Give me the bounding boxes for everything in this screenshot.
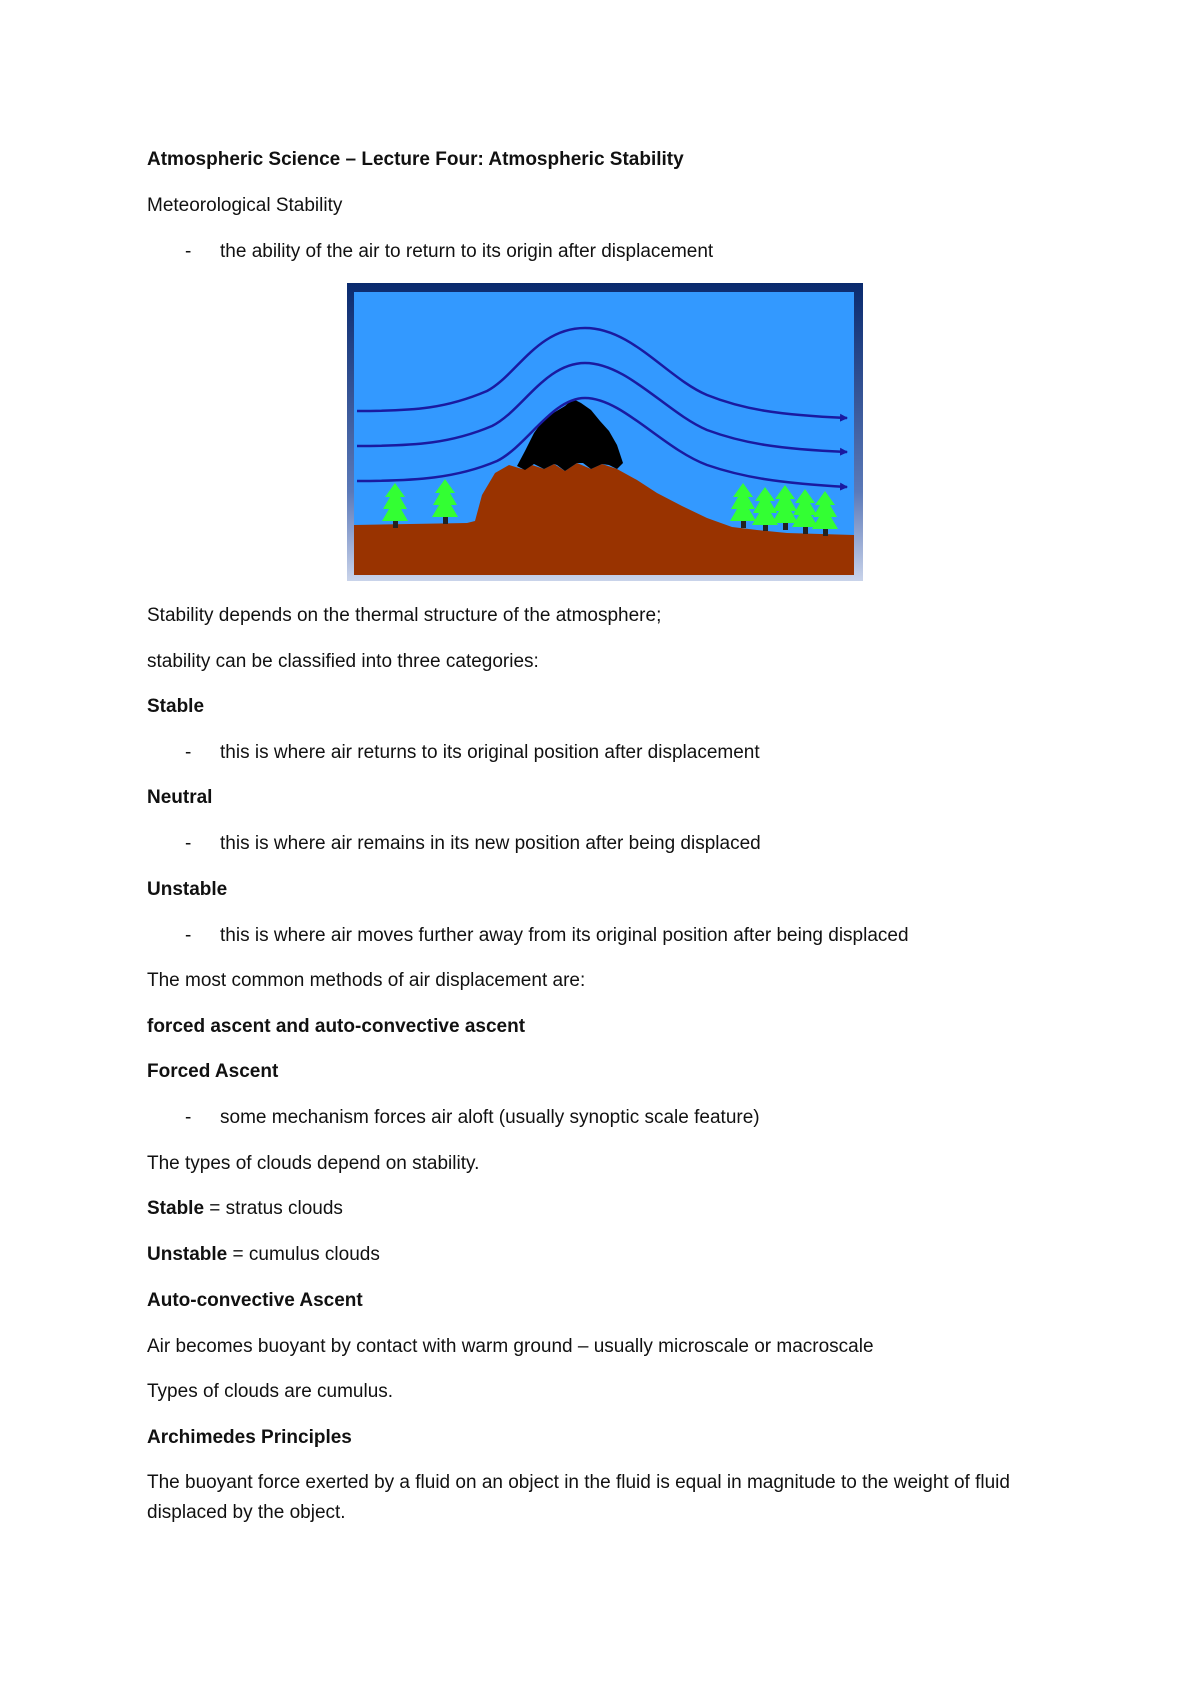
- paragraph: The buoyant force exerted by a fluid on an object in the fluid is equal in magnitude to the weight of fluid displaced by the object.: [147, 1472, 1010, 1523]
- auto-convective-heading: Auto-convective Ascent: [147, 1290, 363, 1311]
- bullet-dash: -: [185, 833, 192, 854]
- paragraph: [147, 1197, 343, 1221]
- airflow-over-mountain-diagram: [347, 283, 863, 581]
- unstable-heading: Unstable: [147, 879, 228, 900]
- bullet-text: the ability of the air to return to its origin after displacement: [220, 241, 714, 262]
- paragraph: stability can be classified into three categories:: [147, 651, 539, 672]
- neutral-heading: Neutral: [147, 787, 213, 808]
- bullet-text: this is where air moves further away from its original position after being displaced: [220, 925, 909, 946]
- stable-label: Stable: [147, 1198, 205, 1219]
- stable-heading: Stable: [147, 696, 205, 717]
- bullet-dash: -: [185, 742, 192, 763]
- paragraph: The types of clouds depend on stability.: [147, 1153, 480, 1174]
- unstable-label: Unstable: [147, 1244, 228, 1265]
- bullet-text: this is where air returns to its original position after displacement: [220, 742, 760, 763]
- section-heading: Meteorological Stability: [147, 195, 343, 216]
- paragraph: Stability depends on the thermal structure of the atmosphere;: [147, 605, 662, 626]
- bullet-text: this is where air remains in its new position after being displaced: [220, 833, 761, 854]
- bullet-dash: -: [185, 925, 192, 946]
- document-title: Atmospheric Science – Lecture Four: Atmospheric Stability: [147, 149, 684, 170]
- bullet-dash: -: [185, 241, 192, 262]
- paragraph-bold: forced ascent and auto-convective ascent: [147, 1016, 526, 1037]
- archimedes-heading: Archimedes Principles: [147, 1427, 352, 1448]
- unstable-clouds-text: = cumulus clouds: [227, 1244, 380, 1265]
- paragraph: The most common methods of air displacement are:: [147, 970, 586, 991]
- forced-ascent-heading: Forced Ascent: [147, 1061, 279, 1082]
- paragraph: Types of clouds are cumulus.: [147, 1381, 394, 1402]
- paragraph: [147, 1243, 380, 1267]
- stability-illustration: [347, 283, 863, 581]
- stable-clouds-text: = stratus clouds: [204, 1198, 343, 1219]
- bullet-text: some mechanism forces air aloft (usually synoptic scale feature): [220, 1107, 760, 1128]
- paragraph: Air becomes buoyant by contact with warm ground – usually microscale or macroscale: [147, 1336, 874, 1357]
- bullet-dash: -: [185, 1107, 192, 1128]
